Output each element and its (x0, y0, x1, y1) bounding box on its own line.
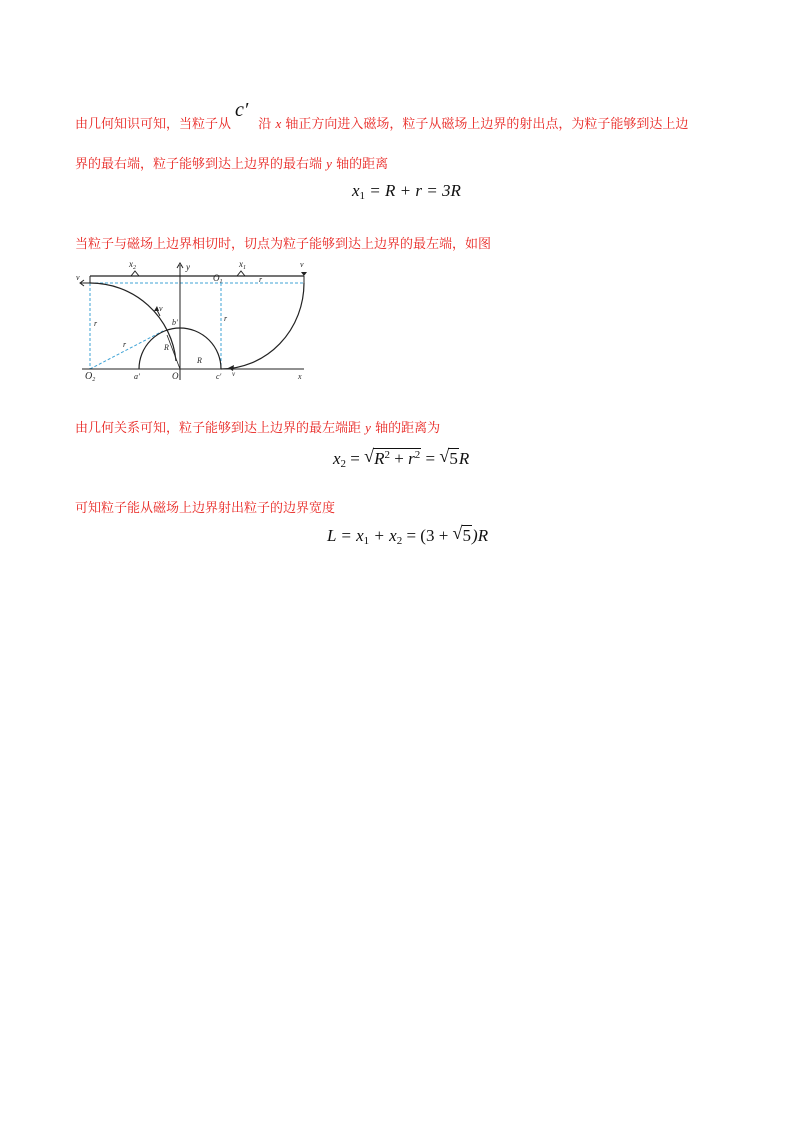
paragraph-1-text-a: 由几何知识可知，当粒子从 (75, 117, 232, 132)
c-prime-symbol: c′ (235, 99, 249, 121)
eq2-lhs: x (333, 449, 341, 468)
label-x2: $x_2$ (129, 259, 136, 271)
trajectory-diagram (76, 255, 308, 385)
eq3-lhs: L = x (327, 526, 364, 545)
label-y-axis: y (186, 262, 190, 272)
eq2-lhs-sub: 2 (340, 458, 347, 470)
label-b-prime: b′ (172, 318, 178, 327)
y-variable-2: y (365, 420, 371, 435)
label-v-top-left: v (76, 273, 80, 282)
label-R-mid: R (164, 343, 169, 352)
label-O1: $O_1$ (213, 273, 223, 285)
right-trajectory-arc (221, 283, 304, 369)
eq3-sqrt-5: √ 5 (452, 523, 472, 545)
label-R-lower: R (197, 356, 202, 365)
radius-line (167, 335, 180, 369)
eq2-sqrt-1: √ $R^2 + r^2$ (364, 446, 421, 468)
paragraph-1-text-e: 轴的距离 (336, 157, 389, 172)
diagonal-dashed-line (90, 331, 163, 369)
equation-x2 (333, 446, 470, 470)
arrow-up-right-icon (301, 272, 307, 276)
paragraph-1-line-1 (75, 99, 689, 134)
label-v-top-right: v (300, 260, 304, 269)
paragraph-1-text-c: 轴正方向进入磁场，粒子从磁场上边界的射出点，为粒子能够到达上边 (285, 117, 689, 132)
paragraph-3-text-a: 由几何关系可知，粒子能够到达上边界的最左端距 (75, 421, 362, 436)
paragraph-2: 当粒子与磁场上边界相切时，切点为粒子能够到达上边界的最左端，如图 (75, 237, 492, 252)
paragraph-1-text-d: 界的最右端，粒子能够到达上边界的最右端 (75, 157, 323, 172)
eq2-R: R (458, 449, 470, 468)
bracket-x1-tip-icon (237, 271, 245, 276)
label-a-prime: a′ (134, 372, 140, 381)
equation-x1 (352, 181, 461, 202)
eq2-equals: = (350, 449, 360, 468)
label-r-top: r (259, 275, 263, 284)
eq1-lhs-sub: 1 (359, 190, 366, 202)
paragraph-1-text-b: 沿 (258, 117, 272, 132)
label-v-mid: v (159, 304, 163, 313)
label-O2: $O_2$ (85, 371, 96, 383)
paragraph-3-text-b: 轴的距离为 (375, 421, 441, 436)
label-x1: $x_1$ (239, 259, 246, 271)
eq2-sqrt-5: √ 5 (439, 446, 458, 468)
paragraph-4: 可知粒子能从磁场上边界射出粒子的边界宽度 (75, 501, 336, 516)
label-O: O (172, 371, 179, 381)
eq2-equals-2: = (425, 449, 436, 468)
equation-L: $L = x_1 + x_2 = (3$ + √ 5)R (327, 523, 489, 547)
paragraph-3 (75, 417, 440, 436)
paragraph-1-line-2 (75, 153, 388, 172)
label-r-mid: r (224, 314, 228, 323)
x-variable: x (275, 116, 282, 131)
y-variable: y (326, 156, 332, 171)
label-x-axis: x (298, 372, 302, 381)
label-r-diag: r (123, 340, 127, 349)
bracket-x2-tip-icon (131, 271, 139, 276)
label-r-left: r (94, 319, 98, 328)
eq1-lhs: x (352, 181, 360, 200)
label-v-bottom: v (232, 370, 236, 378)
eq1-rhs: = R + r = 3R (369, 181, 461, 200)
label-c-prime: c′ (216, 372, 222, 381)
